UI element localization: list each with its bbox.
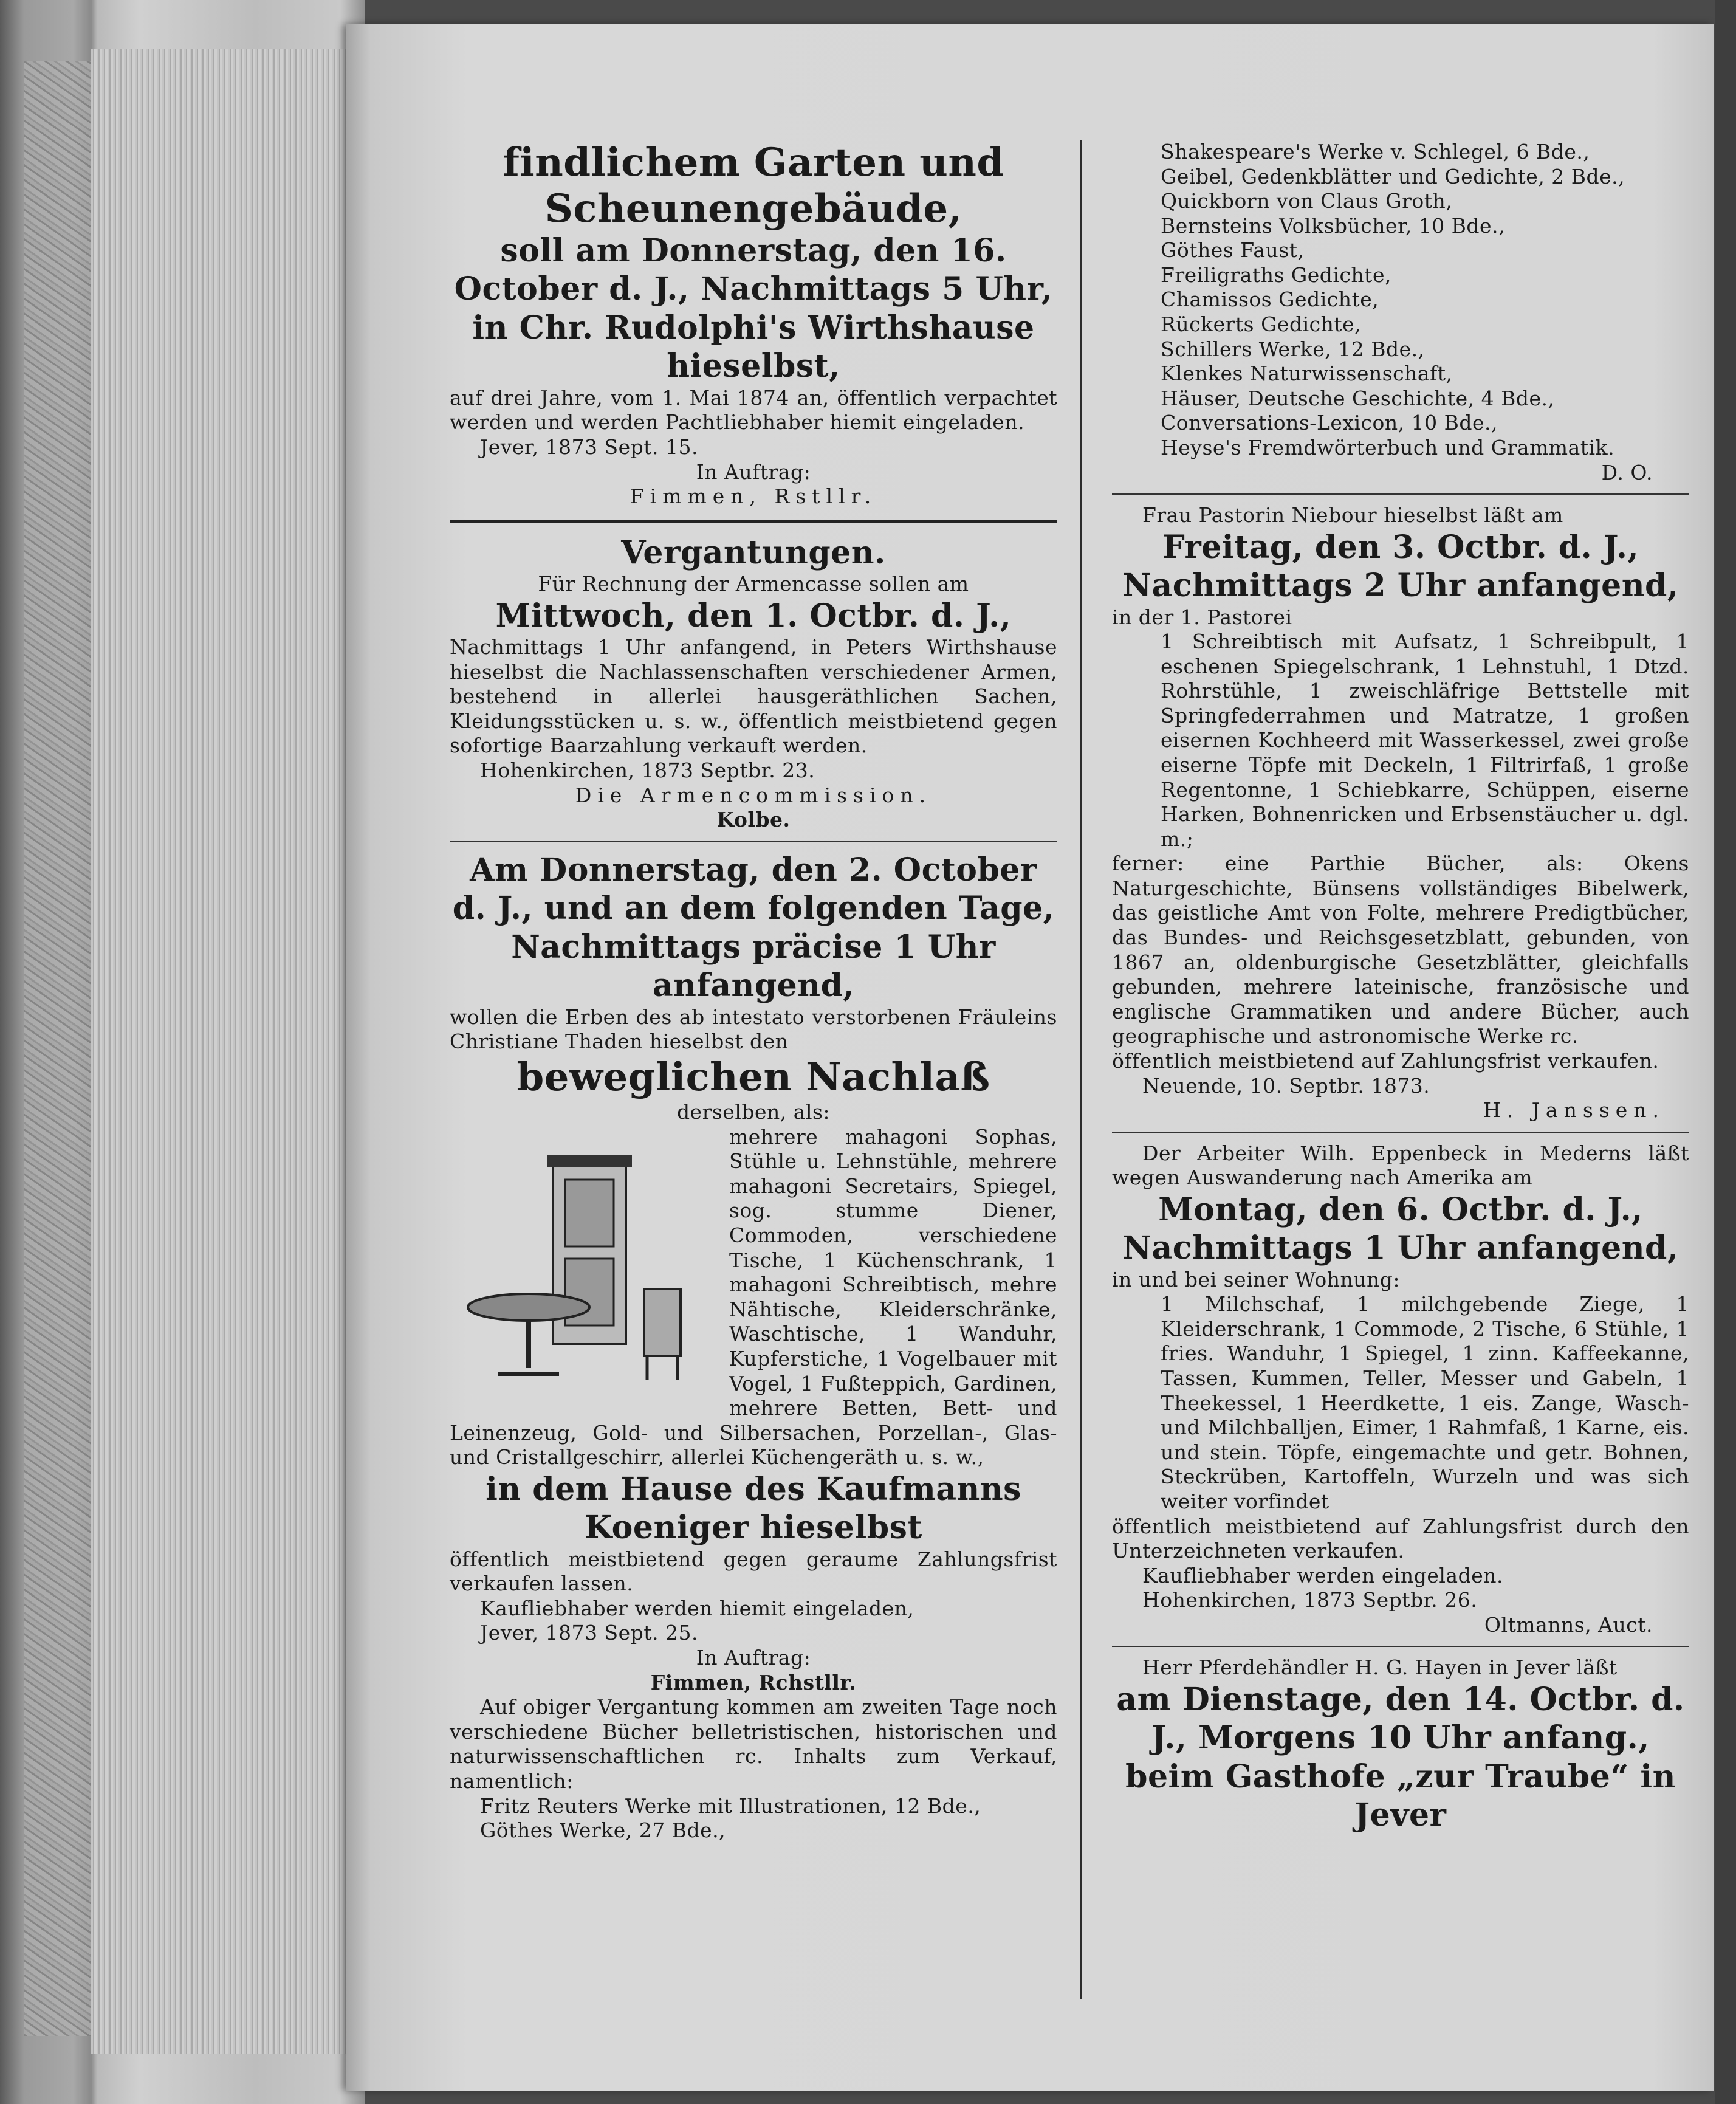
ad3-items: mehrere mahagoni Sophas, Stühle u. Lehnstühle, mehrere mahagoni Secretairs, Spiegel, sog. stumme Diener, Commoden, verschiedene Tische, 1 Küchenschrank, 1 mahagoni Schreibtisch, mehre Nähtische, Kleiderschränke, Waschtische, 1 Wanduhr, Kupferstiche, 1 Vogelbauer mit Vogel, 1 Fußteppich, Gardinen, mehrere Betten, Bett- und Leinenzeug, Gold- und Silbersachen, Porzellan-, Glas- und Cristallgeschirr, allerlei Küchengeräth u. s. w., — [450, 1124, 1057, 1470]
ad4-signature: H. Janssen. — [1483, 1098, 1665, 1122]
ad5-terms: öffentlich meistbietend auf Zahlungsfrist durch den Unterzeichneten verkaufen. — [1112, 1514, 1689, 1563]
ad1-where: in Chr. Rudolphi's Wirthshause hieselbst, — [472, 309, 1035, 385]
ad-vergantungen — [450, 534, 1057, 833]
ad2-title: Vergantungen. — [621, 534, 886, 571]
book-page-stack — [91, 49, 359, 2054]
ad-emigration-auction — [1112, 1141, 1689, 1638]
books-signature: D. O. — [1601, 460, 1653, 484]
ad5-signature: Oltmanns, Auct. — [1484, 1612, 1653, 1637]
book-item: Bernsteins Volksbücher, 10 Bde., — [1161, 213, 1506, 238]
column-divider — [1080, 140, 1082, 1999]
separator-rule — [1112, 1132, 1689, 1133]
ad2-body: Nachmittags 1 Uhr anfangend, in Peters Wirthshause hieselbst die Nachlassenschaften verschiedener Armen, bestehend in allerlei hausgeräthlichen Sachen, Kleidungsstücken u. s. w., öffentlich meistbietend gegen sofortige Baarzahlung verkauft werden. — [450, 635, 1057, 758]
ad5-where: in und bei seiner Wohnung: — [1112, 1267, 1400, 1291]
ad1-heading1: findlichem Garten und — [503, 140, 1004, 185]
ad1-body: auf drei Jahre, vom 1. Mai 1874 an, öffentlich verpachtet werden und werden Pachtliebhaber hiemit eingeladen. — [450, 385, 1057, 435]
ad3-intro: wollen die Erben des ab intestato verstorbenen Fräuleins Christiane Thaden hieselbst den — [450, 1005, 1057, 1054]
ad2-date: Hohenkirchen, 1873 Septbr. 23. — [480, 758, 815, 783]
right-column — [1112, 140, 1689, 1835]
ad5-when1: Montag, den 6. Octbr. d. J., — [1158, 1191, 1643, 1228]
ad6-intro: Herr Pferdehändler H. G. Hayen in Jever läßt — [1142, 1655, 1618, 1680]
ad3-books-intro: Auf obiger Vergantung kommen am zweiten Tage noch verschiedene Bücher belletristischen, historischen und naturwissenschaftlichen rc. Inhalts zum Verkauf, namentlich: — [450, 1695, 1057, 1793]
ad3-signature: Fimmen, Rchstllr. — [650, 1670, 857, 1694]
ad1-auftrag: In Auftrag: — [696, 459, 811, 484]
book-item: Freiligraths Gedichte, — [1161, 263, 1391, 287]
book-item: Häuser, Deutsche Geschichte, 4 Bde., — [1161, 386, 1555, 410]
ad1-signature: Fimmen, Rstllr. — [630, 484, 877, 509]
ad4-intro: Frau Pastorin Niebour hieselbst läßt am — [1142, 503, 1563, 528]
book-speckled-edge — [24, 61, 91, 2036]
book-item: Geibel, Gedenkblätter und Gedichte, 2 Bde., — [1161, 164, 1625, 188]
ad5-intro: Der Arbeiter Wilh. Eppenbeck in Mederns läßt wegen Auswanderung nach Amerika am — [1112, 1141, 1689, 1190]
separator-rule — [450, 841, 1057, 842]
ad-estate-auction — [450, 851, 1057, 1843]
ad3-title: beweglichen Nachlaß — [516, 1054, 990, 1100]
ad4-when1: Freitag, den 3. Octbr. d. J., — [1162, 528, 1639, 566]
dark-background-strip — [1715, 0, 1736, 2104]
book-item: Klenkes Naturwissenschaft, — [1161, 362, 1453, 386]
book-item: Quickborn von Claus Groth, — [1161, 189, 1453, 213]
ad3-when: Am Donnerstag, den 2. October d. J., und an dem folgenden Tage, Nachmittags präcise 1 Uhr anfangend, — [452, 851, 1055, 1005]
ad4-terms: öffentlich meistbietend auf Zahlungsfrist verkaufen. — [1112, 1048, 1659, 1073]
ad4-when2: Nachmittags 2 Uhr anfangend, — [1122, 567, 1679, 605]
book-item: Göthes Faust, — [1161, 238, 1305, 263]
ad3-als: derselben, als: — [676, 1100, 831, 1124]
ad4-items: 1 Schreibtisch mit Aufsatz, 1 Schreibpult, 1 eschenen Spiegelschrank, 1 Lehnstuhl, 1 Dtzd. Rohrstühle, 1 zweischläfrige Bettstelle mit Springfederrahmen und Matratze, 1 großen eisernen Kochheerd mit Wasserkessel, zwei große eiserne Töpfe mit Deckeln, 1 Filtrirfaß, 1 große Regentonne, 1 Schiebkarre, Schüppen, eiserne Harken, Bohnenricken und Erbsenstäucher u. dgl. m.; — [1161, 630, 1689, 851]
book-item: Shakespeare's Werke v. Schlegel, 6 Bde., — [1161, 140, 1590, 163]
ad5-invite: Kaufliebhaber werden eingeladen. — [1142, 1563, 1503, 1587]
ad3-place: in dem Hause des Kaufmanns Koeniger hieselbst — [485, 1470, 1021, 1547]
ad3-auftrag: In Auftrag: — [696, 1646, 811, 1670]
ad4-books: ferner: eine Parthie Bücher, als: Okens Naturgeschichte, Bünsens vollständiges Bibelwerk, das geistliche Amt von Folte, mehrere Predigtbücher, das Bundes- und Reichsgesetzblatt, gebunden, von 1867 an, oldenburgische Gesetzblätter, gleichfalls gebunden, mehrere lateinische, französische und englische Grammatiken und andere Bücher, auch geographische und astronomische Werke rc. — [1112, 851, 1689, 1048]
ad3-book1: Fritz Reuters Werke mit Illustrationen, 12 Bde., — [480, 1793, 981, 1818]
ad2-signature: Kolbe. — [716, 808, 791, 832]
ad3-invite: Kaufliebhaber werden hiemit eingeladen, — [480, 1596, 914, 1620]
ad4-where: in der 1. Pastorei — [1112, 605, 1292, 629]
ad3-terms: öffentlich meistbietend gegen geraume Zahlungsfrist verkaufen lassen. — [450, 1547, 1057, 1596]
separator-rule — [1112, 493, 1689, 495]
ad5-date: Hohenkirchen, 1873 Septbr. 26. — [1142, 1588, 1478, 1612]
ad1-when: soll am Donnerstag, den 16. October d. J., Nachmittags 5 Uhr, — [454, 232, 1053, 308]
ad1-heading2: Scheunengebäude, — [544, 185, 962, 232]
books-list — [1112, 140, 1689, 461]
ad5-items: 1 Milchschaf, 1 milchgebende Ziege, 1 Kleiderschrank, 1 Commode, 2 Tische, 6 Stühle, 1 fries. Wanduhr, 1 Spiegel, 1 zinn. Kaffeekanne, Tassen, Kummen, Teller, Messer und Gabeln, 1 Theekessel, 1 Heerdkette, 1 eis. Zange, Wasch- und Milchballjen, Eimer, 1 Rahmfaß, 1 Karne, eis. und stein. Töpfe, eingemachte und getr. Bohnen, Steckrüben, Kartoffeln, Wurzeln und was sich weiter vorfindet — [1161, 1292, 1689, 1513]
book-item: Rückerts Gedichte, — [1161, 312, 1362, 337]
ad3-book2: Göthes Werke, 27 Bde., — [480, 1818, 726, 1843]
ad-garden-lease — [450, 140, 1057, 509]
book-item: Chamissos Gedichte, — [1161, 287, 1379, 312]
furniture-engraving-icon — [462, 1137, 717, 1392]
ad-horse-dealer — [1112, 1655, 1689, 1834]
book-item: Schillers Werke, 12 Bde., — [1161, 337, 1425, 361]
ad1-date: Jever, 1873 Sept. 15. — [480, 435, 699, 459]
ad-pastorin-auction — [1112, 503, 1689, 1123]
ad3-date: Jever, 1873 Sept. 25. — [480, 1621, 699, 1645]
ad2-committee: Die Armencommission. — [575, 783, 932, 807]
ad5-when2: Nachmittags 1 Uhr anfangend, — [1122, 1229, 1679, 1267]
separator-rule — [1112, 1646, 1689, 1647]
ad2-when: Mittwoch, den 1. Octbr. d. J., — [495, 597, 1012, 634]
book-item: Heyse's Fremdwörterbuch und Grammatik. — [1161, 435, 1615, 459]
ad6-when: am Dienstage, den 14. Octbr. d. J., Morgens 10 Uhr anfang., beim Gasthofe „zur Traube“ in Jever — [1116, 1680, 1685, 1834]
book-item: Conversations-Lexicon, 10 Bde., — [1161, 411, 1498, 435]
ad2-intro: Für Rechnung der Armencasse sollen am — [538, 572, 969, 596]
left-column — [450, 140, 1057, 1843]
ad4-date: Neuende, 10. Septbr. 1873. — [1142, 1073, 1430, 1098]
separator-rule — [450, 520, 1057, 523]
